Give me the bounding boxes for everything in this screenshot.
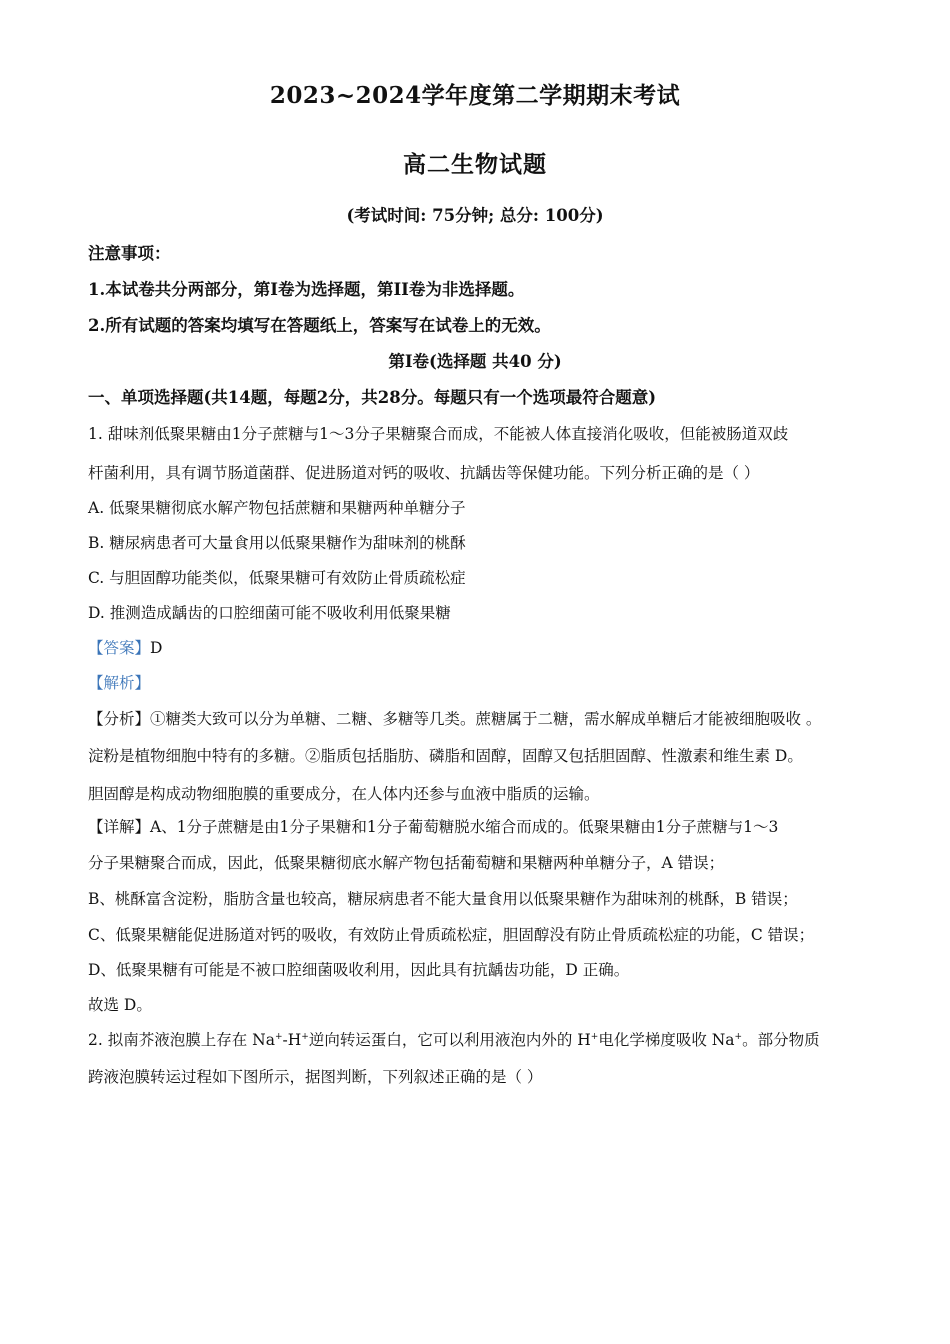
q1-analysis-line1: 【分析】①糖类大致可以分为单糖、二糖、多糖等几类。蔗糖属于二糖，需水解成单糖后才能被细胞吸收 。 [88, 710, 822, 728]
q1-analysis-line3: 胆固醇是构成动物细胞膜的重要成分，在人体内还参与血液中脂质的运输。 [88, 785, 600, 803]
notes-item-1: 1.本试卷共分两部分，第I卷为选择题，第II卷为非选择题。 [88, 280, 525, 299]
notes-item-2: 2.所有试题的答案均填写在答题纸上，答案写在试卷上的无效。 [88, 316, 551, 335]
q2-seg3: 逆向转运蛋白，它可以利用液泡内外的 H [308, 1031, 591, 1049]
q1-conclusion: 故选 D。 [88, 996, 152, 1014]
q2-sup1: + [274, 1031, 283, 1042]
q2-stem-line2: 跨液泡膜转运过程如下图所示，据图判断，下列叙述正确的是（ ） [88, 1068, 543, 1086]
q2-sup3: + [590, 1031, 599, 1042]
exam-title: 2023~2024学年度第二学期期末考试 [269, 82, 681, 109]
q2-seg1: 2. 拟南芥液泡膜上存在 Na [88, 1031, 275, 1049]
q1-detail-line1: 【详解】A、1分子蔗糖是由1分子果糖和1分子葡萄糖脱水缩合而成的。低聚果糖由1分子蔗糖与1～3 [88, 818, 779, 836]
q1-analysis-line2: 淀粉是植物细胞中特有的多糖。②脂质包括脂肪、磷脂和固醇，固醇又包括胆固醇、性激素和维生素 D。 [88, 747, 803, 765]
q1-option-d: D. 推测造成龋齿的口腔细菌可能不吸收利用低聚果糖 [88, 604, 451, 622]
q1-detail-line5: D、低聚果糖有可能是不被口腔细菌吸收利用，因此具有抗龋齿功能，D 正确。 [88, 961, 630, 979]
notes-heading: 注意事项： [88, 244, 171, 263]
exam-subtitle: 高二生物试题 [403, 151, 547, 178]
q1-option-b: B. 糖尿病患者可大量食用以低聚果糖作为甜味剂的桃酥 [88, 534, 466, 552]
q2-sup4: + [734, 1031, 743, 1042]
q1-stem-line1: 1. 甜味剂低聚果糖由1分子蔗糖与1～3分子果糖聚合而成，不能被人体直接消化吸收，但能被肠道双歧 [88, 425, 789, 443]
part1-title: 第I卷(选择题 共40 分) [388, 352, 562, 371]
q2-seg4: 电化学梯度吸收 Na [598, 1031, 735, 1049]
q1-stem-line2: 杆菌利用，具有调节肠道菌群、促进肠道对钙的吸收、抗龋齿等保健功能。下列分析正确的是（ ） [88, 464, 760, 482]
q2-sup2: + [301, 1031, 309, 1042]
section-heading: 一、单项选择题(共14题，每题2分，共28分。每题只有一个选项最符合题意) [88, 388, 657, 407]
q1-detail-line4: C、低聚果糖能促进肠道对钙的吸收，有效防止骨质疏松症，胆固醇没有防止骨质疏松症的功能，C 错误； [88, 926, 815, 944]
q1-option-a: A. 低聚果糖彻底水解产物包括蔗糖和果糖两种单糖分子 [88, 499, 466, 517]
q2-stem-line1 [88, 1030, 820, 1050]
q2-seg5: 。部分物质 [742, 1031, 820, 1049]
answer-label: 【答案】 [88, 639, 151, 657]
q1-option-c: C. 与胆固醇功能类似，低聚果糖可有效防止骨质疏松症 [88, 569, 466, 587]
q1-detail-line3: B、桃酥富含淀粉，脂肪含量也较高，糖尿病患者不能大量食用以低聚果糖作为甜味剂的桃酥，B 错误； [88, 890, 798, 908]
answer-value: D [150, 639, 163, 657]
q1-explain-label: 【解析】 [88, 674, 151, 692]
exam-info: (考试时间: 75分钟; 总分: 100分) [346, 206, 604, 225]
q2-seg2: -H [282, 1031, 302, 1049]
q1-answer [88, 638, 162, 658]
q1-detail-line2: 分子果糖聚合而成，因此，低聚果糖彻底水解产物包括葡萄糖和果糖两种单糖分子，A 错误； [88, 854, 725, 872]
